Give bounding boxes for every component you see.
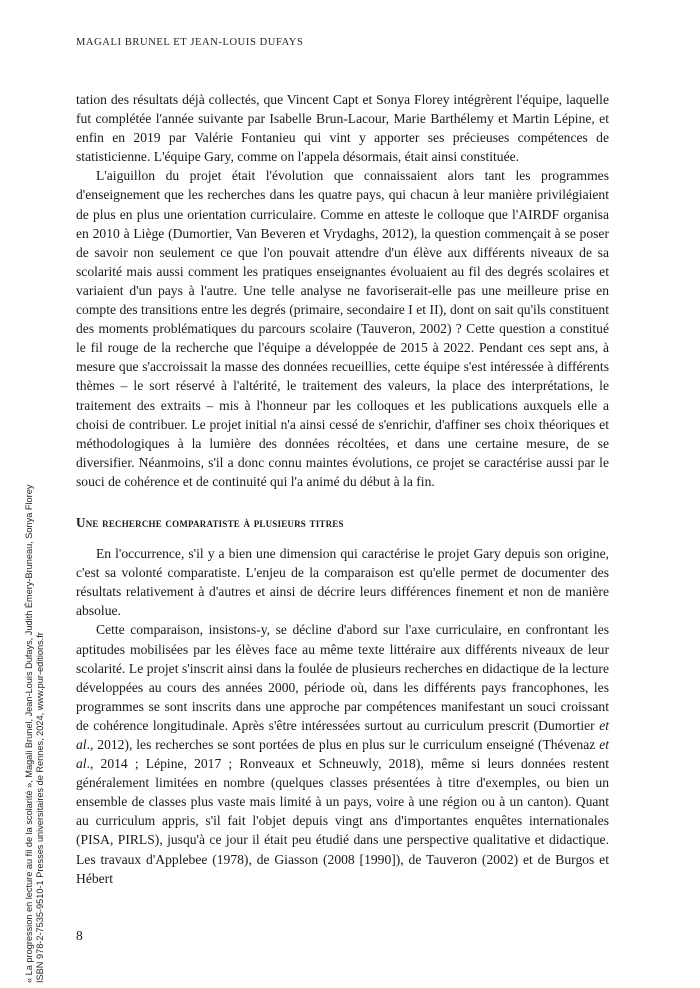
et-al-citation: et al (76, 717, 609, 752)
side-credit-line-1: « La progression en lecture au fil de la scolarité », Magali Brunel, Jean-Louis Dufays, Judith Émery-Bruneau, Sonya Florey (24, 484, 34, 983)
page-number: 8 (76, 928, 83, 943)
paragraph-2: L'aiguillon du projet était l'évolution que connaissaient alors tant les programmes d'enseignement que les recherches dans les quatre pays, qui chacun à leur manière privilégiaient de plus en plus une orientation curriculaire. Comme en atteste le colloque que l'AIRDF organisa en 2010 à Liège (Dumortier, Van Beveren et Vrydaghs, 2012), la question commençait à se poser de savoir non seulement ce que l'on pouvait attendre d'un élève aux différents niveaux de sa scolarité mais aussi comment les pratiques enseignantes évoluaient au fil des degrés scolaires et variaient d'un pays à l'autre. Une telle analyse ne favoriserait-elle pas une meilleure prise en compte des transitions entre les degrés (primaire, secondaire I et II), dont on sait qu'ils constituent des moments problématiques du parcours scolaire (Tauveron, 2002) ? Cette question a constitué le fil rouge de la recherche que l'équipe a développée de 2015 à 2022. Pendant ces sept ans, à mesure que s'accroissait la masse des données recueillies, cette équipe s'est intéressée à différents thèmes – le sort réservé à l'altérité, le traitement des valeurs, la place des interprétations, le traitement des extraits – mis à l'honneur par les colloques et les publications auxquels elle a choisi de contribuer. Le projet initial n'a ainsi cessé de s'enrichir, d'affiner ses choix théoriques et méthodologiques à la lumière des données récoltées, et dans une certaine mesure, de se diversifier. Néanmoins, s'il a donc connu maintes évolutions, ce projet se caractérise aussi par le souci de cohérence et de continuité qui l'a animé du début à la fin. (76, 168, 609, 489)
paragraph-4 (76, 620, 609, 887)
paragraph-1: tation des résultats déjà collectés, que Vincent Capt et Sonya Florey intégrèrent l'équipe, laquelle fut complétée l'année suivante par Isabelle Brun-Lacour, Marie Barthélemy et Martin Lépine, et enfin en 2019 par Valérie Fontanieu qui vint y apporter ses précieuses compétences de statisticienne. L'équipe Gary, comme on l'appela désormais, était ainsi constituée. (76, 92, 609, 165)
running-head: MAGALI BRUNEL ET JEAN-LOUIS DUFAYS (76, 37, 304, 48)
paragraph-4-part-3: ., 2014 ; Lépine, 2017 ; Ronveaux et Schneuwly, 2018), même si leurs données restent généralement limitées en nombre (quelques classes présentées à titre d'exemples, ou bien un ensemble de classes plus vaste mais limité à un pays, voire à une région ou à un canton). Quant au curriculum appris, s'il fait l'objet depuis vingt ans d'importantes enquêtes internationales (PISA, PIRLS), jusqu'à ce jour il était peu étudié dans une perspective qualitative et didactique. Les travaux d'Applebee (1978), de Giasson (2008 [1990]), de Tauveron (2002) et de Burgos et Hébert (76, 756, 609, 886)
side-credit-line-2: ISBN 978-2-7535-9510-1 Presses universitaires de Rennes, 2024, www.pur-editions.fr (35, 632, 45, 983)
body-text (76, 90, 609, 888)
side-credit (24, 343, 46, 983)
et-al-citation: et al (76, 737, 609, 772)
paragraph-4-part-2: ., 2012), les recherches se sont portées de plus en plus sur le curriculum enseigné (Thévenaz (86, 737, 600, 752)
paragraph-3: En l'occurrence, s'il y a bien une dimension qui caractérise le projet Gary depuis son origine, c'est sa volonté comparatiste. L'enjeu de la comparaison est qu'elle permet de documenter des résultats relativement à d'autres et ainsi de décrire leurs différences finement et non de manière absolue. (76, 546, 609, 619)
section-heading: Une recherche comparatiste à plusieurs titres (76, 514, 344, 530)
paragraph-4-part-1: Cette comparaison, insistons-y, se décline d'abord sur l'axe curriculaire, en confrontant les aptitudes mobilisées par les élèves face au même texte littéraire aux différents niveaux de leur scolarité. Le projet s'inscrit ainsi dans la foulée de plusieurs recherches en didactique de la lecture développées au cours des années 2000, période où, dans les différents pays francophones, les programmes se sont inscrits dans une approche par compétences manifestant un souci croissant de cohérence longitudinale. Après s'être intéressées surtout au curriculum prescrit (Dumortier (76, 622, 609, 733)
